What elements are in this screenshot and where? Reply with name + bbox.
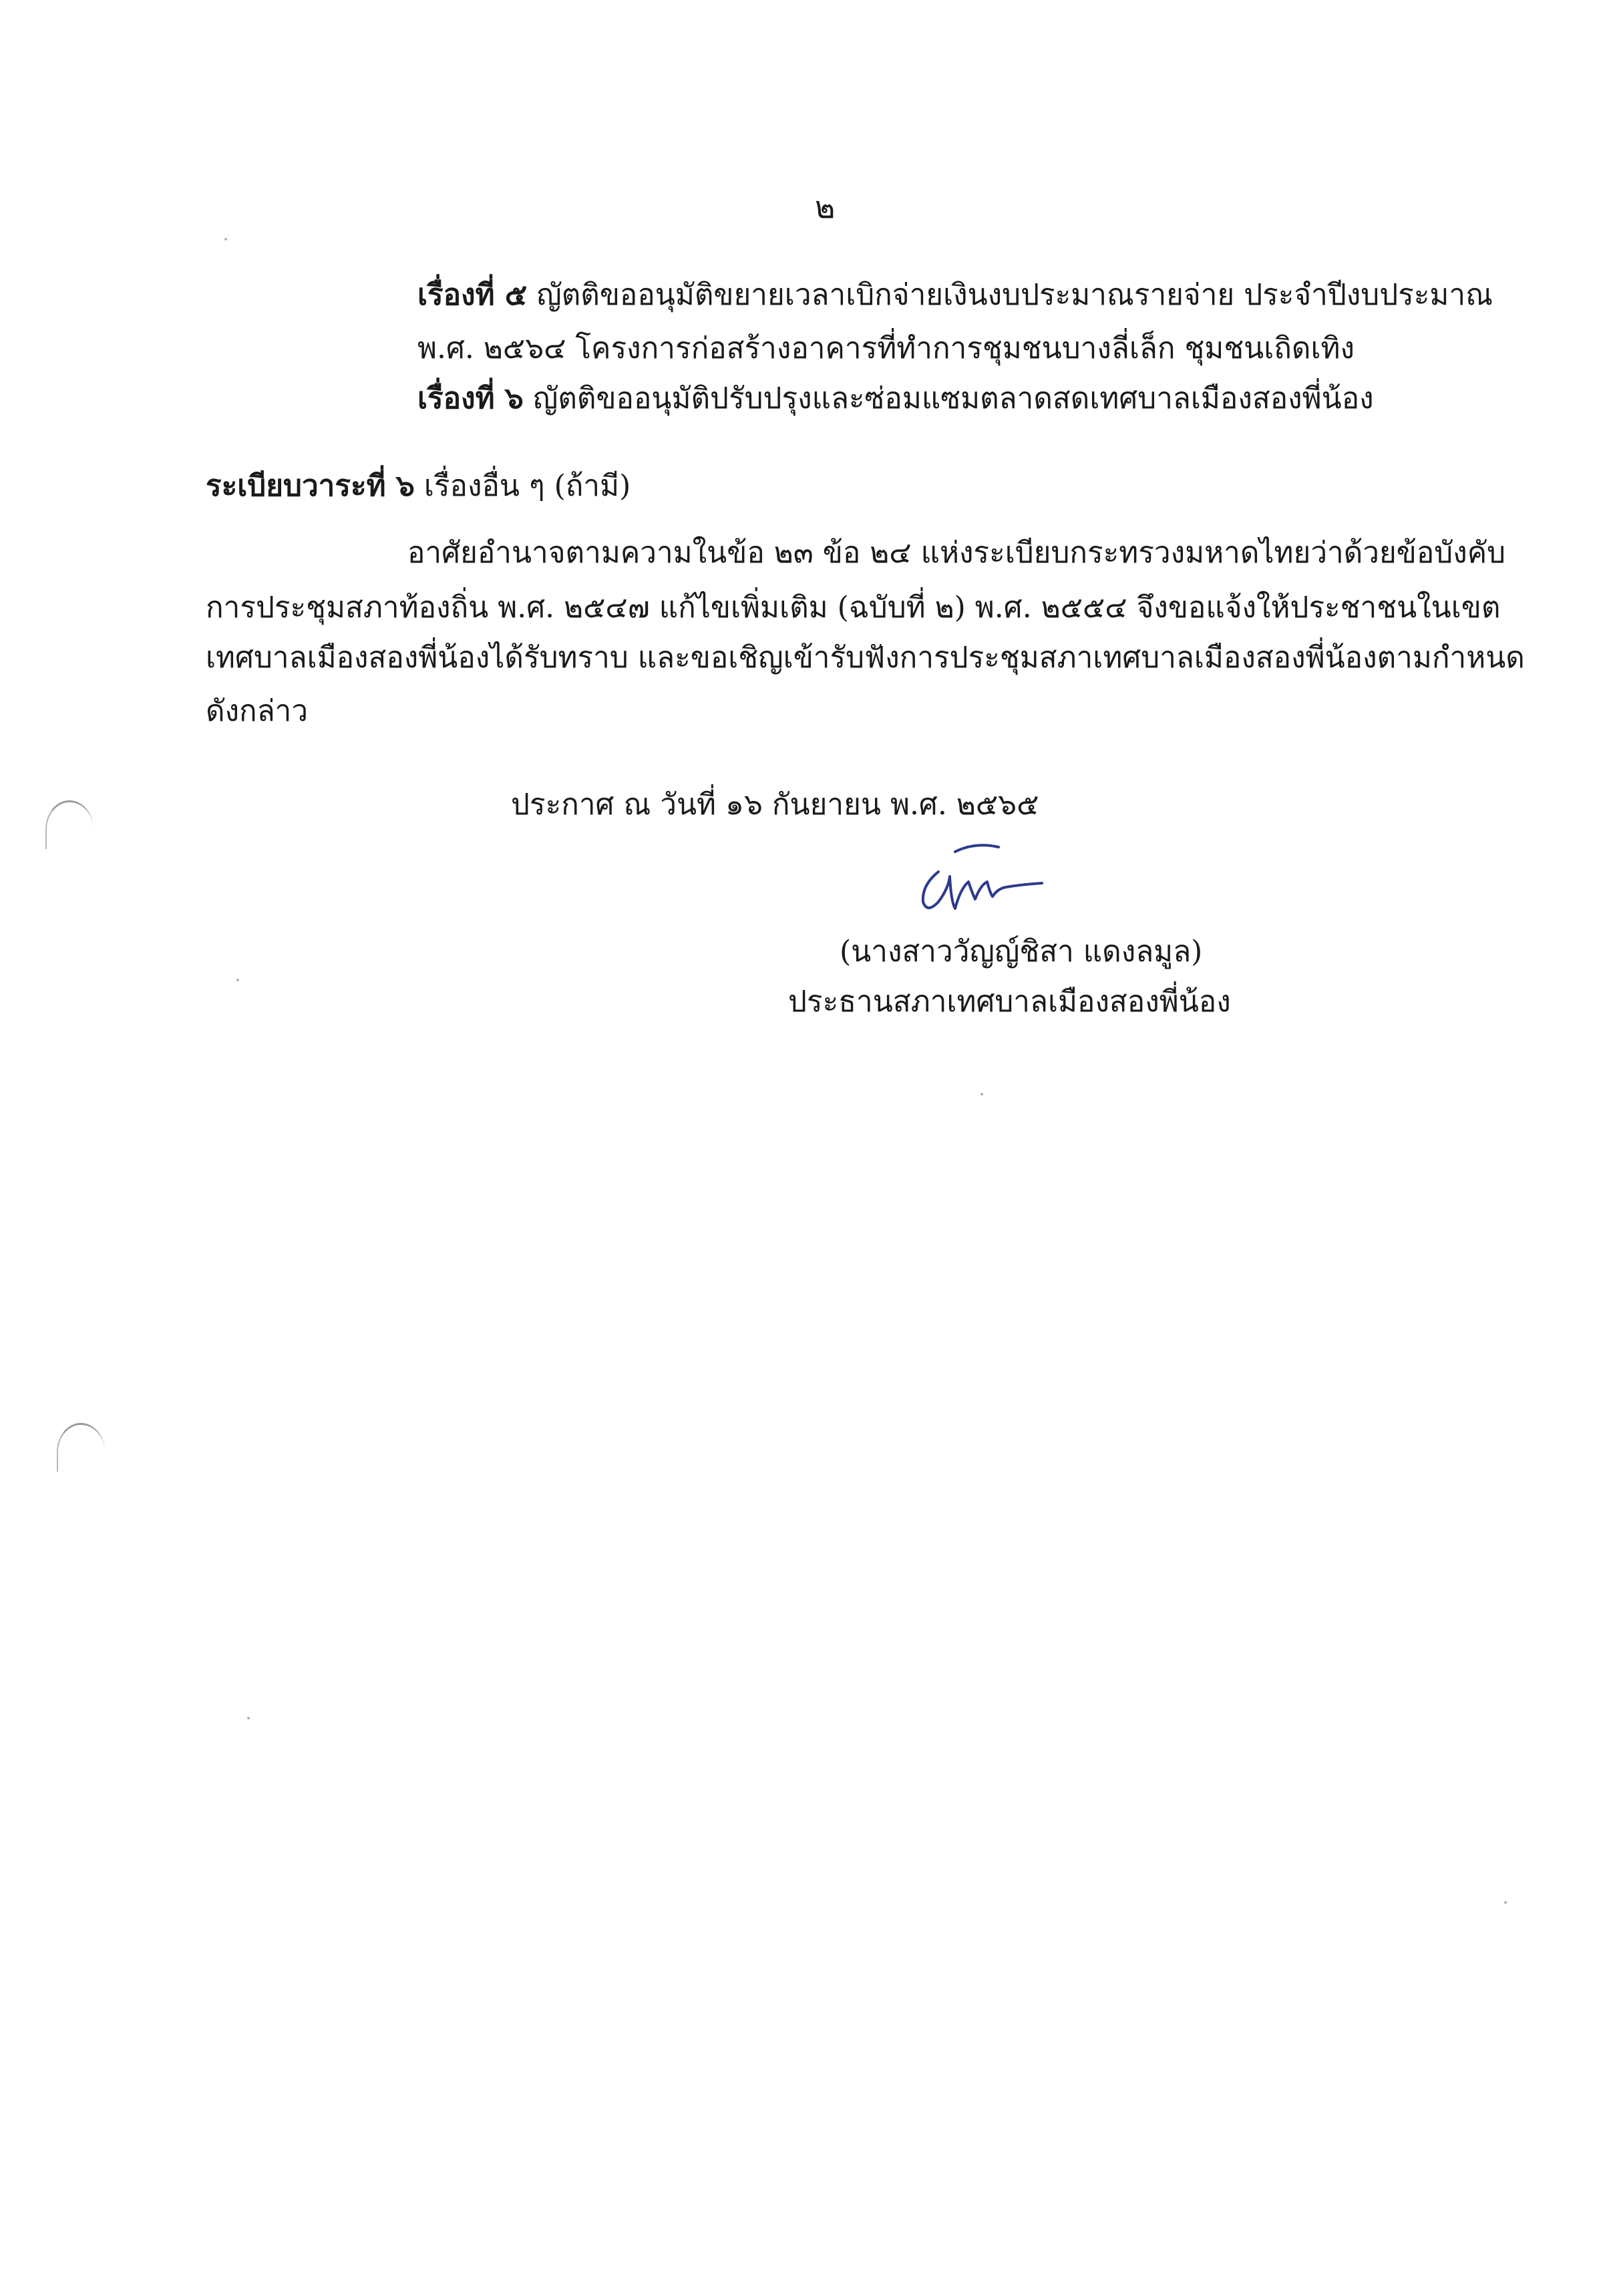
agenda-6-text: เรื่องอื่น ๆ (ถ้ามี)	[414, 469, 631, 503]
item-6-line-1	[417, 379, 1374, 419]
item-6-text: ญัตติขออนุมัติปรับปรุงและซ่อมแซมตลาดสดเทศบาลเมืองสองพี่น้อง	[523, 381, 1374, 416]
signatory-name: (นางสาววัญญ์ชิสา แดงลมูล)	[840, 935, 1203, 969]
body-line-3: เทศบาลเมืองสองพี่น้องได้รับทราบ และขอเชิญเข้ารับฟังการประชุมสภาเทศบาลเมืองสองพี่น้องตามกำหนด	[206, 641, 1525, 675]
handwritten-signature	[908, 835, 1049, 922]
announcement-date: ประกาศ ณ วันที่ ๑๖ กันยายน พ.ศ. ๒๕๖๕	[511, 788, 1039, 822]
binder-hole-mark	[45, 800, 94, 849]
scan-speck	[980, 1093, 983, 1096]
agenda-6-heading	[206, 466, 631, 506]
body-line-2: การประชุมสภาท้องถิ่น พ.ศ. ๒๕๔๗ แก้ไขเพิ่มเติม (ฉบับที่ ๒) พ.ศ. ๒๕๕๔ จึงขอแจ้งให้ประชาชนในเขต	[206, 591, 1501, 625]
item-5-line-1	[417, 275, 1493, 315]
scan-speck	[224, 238, 227, 240]
body-line-1: อาศัยอำนาจตามความในข้อ ๒๓ ข้อ ๒๔ แห่งระเบียบกระทรวงมหาดไทยว่าด้วยข้อบังคับ	[407, 536, 1506, 570]
item-5-line-2: พ.ศ. ๒๕๖๔ โครงการก่อสร้างอาคารที่ทำการชุมชนบางลี่เล็ก ชุมชนเถิดเทิง	[417, 331, 1355, 365]
scan-speck	[1504, 1901, 1507, 1904]
item-6-label: เรื่องที่ ๖	[417, 381, 524, 416]
signatory-position: ประธานสภาเทศบาลเมืองสองพี่น้อง	[788, 985, 1231, 1019]
binder-hole-mark	[57, 1423, 105, 1472]
agenda-6-label: ระเบียบวาระที่ ๖	[206, 469, 415, 503]
page-number: ๒	[815, 189, 836, 225]
scan-speck	[247, 1717, 250, 1719]
scan-speck	[236, 979, 239, 981]
item-5-text: ญัตติขออนุมัติขยายเวลาเบิกจ่ายเงินงบประมาณรายจ่าย ประจำปีงบประมาณ	[527, 278, 1493, 312]
body-line-4: ดังกล่าว	[206, 694, 309, 728]
item-5-label: เรื่องที่ ๕	[417, 278, 528, 312]
